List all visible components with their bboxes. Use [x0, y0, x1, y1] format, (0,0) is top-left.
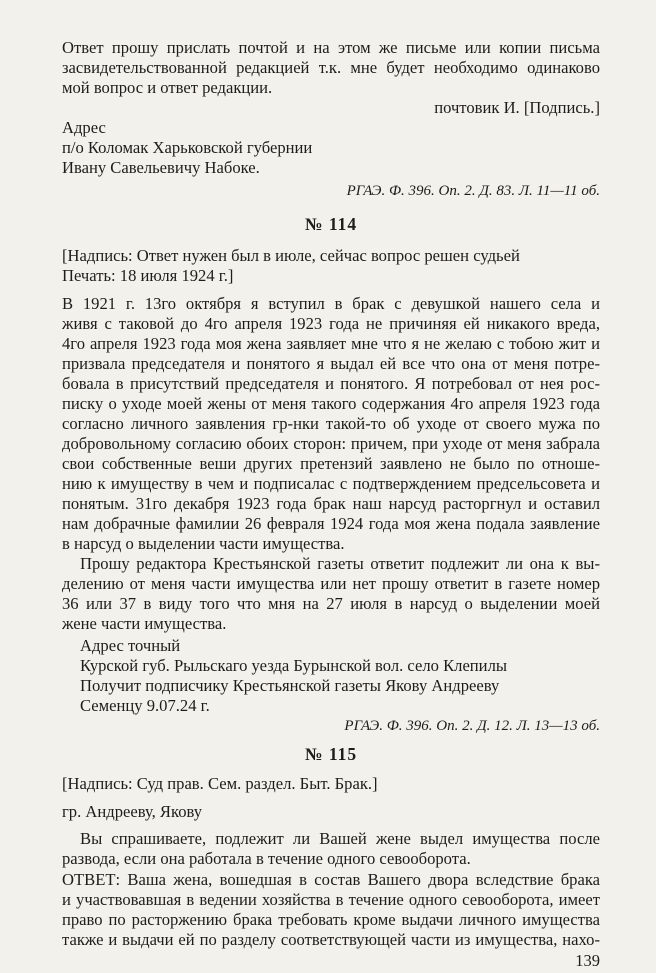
page-number: 139 [575, 951, 600, 970]
letter-text-line: Ответ прошу прислать почтой и на этом же письме или копии письма [62, 38, 600, 57]
body-text-line: развода, если она работала в течение одного севооборота. [62, 849, 471, 868]
body-text-line: 4го апреля 1923 года моя жена заявляет мне что я не желаю с тобою жит и [62, 334, 600, 353]
body-text-line: Вы спрашиваете, подлежит ли Вашей жене выдел имущества после [80, 829, 600, 848]
letter-text-line: засвидетельствованной редакцией т.к. мне будет необходимо одинаково [62, 58, 600, 77]
archive-source: РГАЭ. Ф. 396. Оп. 2. Д. 83. Л. 11—11 об. [346, 183, 600, 199]
annotation-line: Печать: 18 июля 1924 г.] [62, 266, 234, 285]
archive-source: РГАЭ. Ф. 396. Оп. 2. Д. 12. Л. 13—13 об. [344, 718, 600, 734]
letter-text-line: мой вопрос и ответ редакции. [62, 78, 273, 97]
body-text-line: делению от меня части имущества или нет прошу ответит в газете номер [62, 574, 600, 593]
body-text-line: бовала в присутствий председателя и понятого. Я потребовал от нея рос- [62, 374, 600, 393]
address-line: п/о Коломак Харьковской губернии [62, 138, 313, 157]
body-text-line: также и выдачи ей по разделу соответствующей части из имущества, нахо- [62, 930, 600, 949]
document-number: № 114 [304, 214, 358, 234]
address-line: Получит подписчику Крестьянской газеты Якову Андрееву [80, 676, 500, 695]
body-text-line: живя с таковой до 4го апреля 1923 года не причиняя ей никакого вреда, [62, 314, 600, 333]
address-line: Ивану Савельевичу Набоке. [62, 158, 260, 177]
document-number: № 115 [304, 744, 358, 764]
body-text-line: в нарсуд о выделении части имущества. [62, 534, 345, 553]
body-text-line: и участвовавшая в ведении хозяйства в течение одного севооборота, имеет [62, 890, 600, 909]
body-text-line: Прошу редактора Крестьянской газеты ответит подлежит ли она к вы- [80, 554, 600, 573]
body-text-line: призвала председателя и понятого я выдал ей все что она от меня потре- [62, 354, 600, 373]
signature: почтовик И. [Подпись.] [434, 98, 600, 117]
body-text-line: право по расторжению брака требовать кроме выдачи личного имущества [62, 910, 600, 929]
body-text-line: ОТВЕТ: Ваша жена, вошедшая в состав Вашего двора вследствие брака [62, 870, 600, 889]
body-text-line: писку о уходе моей жены от меня такого содержания 4го апреля 1923 года [62, 394, 600, 413]
annotation-line: [Надпись: Ответ нужен был в июле, сейчас вопрос решен судьей [62, 246, 520, 265]
addressee: гр. Андрееву, Якову [62, 802, 203, 821]
address-line: Адрес точный [80, 636, 181, 655]
address-line: Семенцу 9.07.24 г. [80, 696, 210, 715]
annotation-line: [Надпись: Суд прав. Сем. раздел. Быт. Брак.] [62, 774, 378, 793]
body-text-line: жене части имущества. [62, 614, 227, 633]
body-text-line: В 1921 г. 13го октября я вступил в брак с девушкой нашего села и [62, 294, 600, 313]
body-text-line: добровольному согласию обоих сторон: причем, при уходе от меня забрала [62, 434, 600, 453]
body-text-line: понятым. 31го декабря 1923 года брак наш нарсуд расторгнул и оставил [62, 494, 600, 513]
body-text-line: нию к имуществу в чем и подписалас с подтверждением предсельсовета и [62, 474, 600, 493]
body-text-line: свои собственные веши других претензий заявлено не было по отноше- [62, 454, 600, 473]
body-text-line: нам добрачные фамилии 26 февраля 1924 года моя жена подала заявление [62, 514, 600, 533]
address-line: Адрес [62, 118, 106, 137]
body-text-line: 36 или 37 в виду того что мня на 27 июля в нарсуд о выделении моей [62, 594, 600, 613]
body-text-line: согласно личного заявления гр-нки такой-то об уходе от своего мужа по [62, 414, 600, 433]
address-line: Курской губ. Рыльскаго уезда Бурынской вол. село Клепилы [80, 656, 507, 675]
